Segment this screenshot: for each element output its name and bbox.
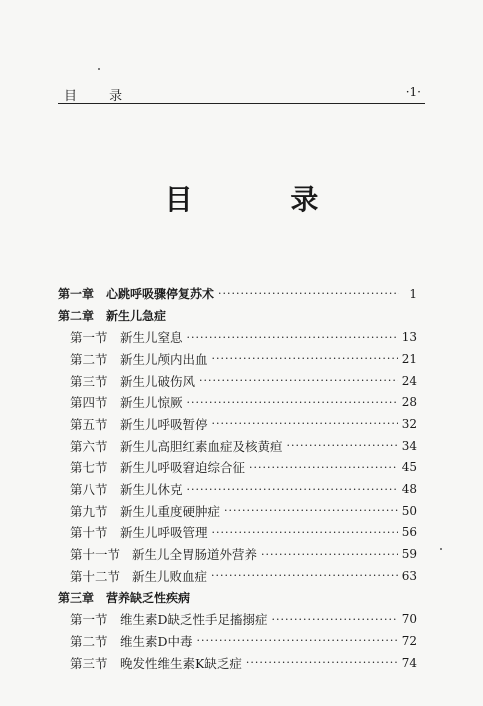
toc-entry-number: 第九节 [70,503,108,519]
toc-leader-dots [287,439,398,452]
toc-entry-page: 56 [401,525,417,540]
toc-chapter-row [58,305,417,327]
toc-entry-page: 24 [401,373,417,388]
toc-entry-title: 新生儿全胃肠道外营养 [132,547,258,563]
toc-entry-title: 新生儿重度硬肿症 [120,503,221,519]
toc-entry-title: 营养缺乏性疾病 [106,590,191,605]
toc-section-row [58,608,417,630]
toc-leader-dots [187,331,398,344]
toc-section-row [58,478,417,500]
toc-entry-number: 第六节 [70,438,108,454]
toc-entry-number: 第一节 [70,330,108,346]
toc-entry-number: 第一节 [70,612,108,628]
toc-entry-page: 28 [401,395,417,410]
toc-entry-page: 48 [401,482,417,497]
toc-entry-number: 第三章 [58,590,95,605]
toc-leader-dots [212,417,398,430]
toc-entry-page: 74 [401,655,417,670]
toc-entry-number: 第十二节 [70,568,121,584]
table-of-contents [58,283,417,673]
toc-entry-number: 第三节 [70,655,108,671]
toc-entry-number: 第十一节 [70,547,121,563]
toc-entry-page: 72 [401,633,417,648]
toc-entry-number: 第十节 [70,525,108,541]
toc-section-row [58,522,417,544]
toc-entry-title: 新生儿急症 [106,309,167,324]
toc-leader-dots [211,569,398,582]
toc-chapter-row [58,587,417,609]
toc-section-row [58,652,417,674]
toc-entry-number: 第三节 [70,373,108,389]
toc-entry-number: 第二章 [58,309,95,324]
toc-entry-page: 50 [401,503,417,518]
running-header-title: 目 录 [64,89,137,104]
toc-entry-title: 新生儿高胆红素血症及核黄疸 [120,438,283,454]
toc-entry-page: 13 [401,330,417,345]
toc-entry-title: 新生儿破伤风 [120,373,196,389]
toc-entry-title: 新生儿颅内出血 [120,351,208,367]
toc-section-row [58,457,417,479]
toc-section-row [58,435,417,457]
toc-entry-title: 维生素D缺乏性手足搐搦症 [120,612,268,628]
toc-section-row [58,326,417,348]
toc-section-row [58,391,417,413]
toc-leader-dots [197,634,398,647]
toc-section-row [58,543,417,565]
toc-section-row [58,500,417,522]
toc-entry-number: 第八节 [70,482,108,498]
toc-entry-page: 32 [401,416,417,431]
toc-entry-title: 新生儿惊厥 [120,395,183,411]
toc-entry-title: 新生儿呼吸暂停 [120,416,208,432]
toc-entry-number: 第二节 [70,633,108,649]
toc-leader-dots [187,396,398,409]
running-header [62,82,421,104]
scan-speck [440,548,442,550]
toc-entry-number: 第七节 [70,460,108,476]
toc-section-row [58,413,417,435]
toc-entry-title: 新生儿败血症 [132,568,208,584]
toc-leader-dots [249,461,398,474]
toc-entry-page: 45 [401,460,417,475]
toc-leader-dots [212,526,398,539]
page-title: 目 录 [164,183,363,216]
running-header-page-number: ·1· [405,85,421,99]
toc-section-row [58,348,417,370]
toc-entry-title: 新生儿窒息 [120,330,183,346]
toc-entry-number: 第一章 [58,287,95,302]
toc-entry-page: 63 [401,568,417,583]
toc-leader-dots [246,656,398,669]
toc-leader-dots [187,483,398,496]
toc-entry-page: 59 [401,547,417,562]
toc-entry-number: 第五节 [70,416,108,432]
header-rule [58,103,425,104]
toc-section-row [58,630,417,652]
toc-entry-title: 新生儿呼吸窘迫综合征 [120,460,246,476]
toc-leader-dots [199,374,398,387]
toc-entry-title: 晚发性维生素K缺乏症 [120,655,242,671]
toc-entry-page: 70 [401,612,417,627]
toc-entry-page: 21 [401,351,417,366]
toc-leader-dots [272,613,398,626]
toc-leader-dots [218,287,399,300]
toc-entry-number: 第二节 [70,351,108,367]
toc-entry-title: 新生儿休克 [120,482,183,498]
toc-entry-page: 1 [409,286,417,301]
toc-section-row [58,370,417,392]
toc-chapter-row [58,283,417,305]
toc-leader-dots [261,548,398,561]
toc-leader-dots [224,504,398,517]
toc-entry-number: 第四节 [70,395,108,411]
toc-entry-title: 维生素D中毒 [120,633,193,649]
toc-section-row [58,565,417,587]
toc-entry-title: 新生儿呼吸管理 [120,525,208,541]
scan-speck [98,68,100,70]
toc-leader-dots [212,352,398,365]
toc-entry-page: 34 [401,438,417,453]
toc-entry-title: 心跳呼吸骤停复苏术 [106,287,215,302]
